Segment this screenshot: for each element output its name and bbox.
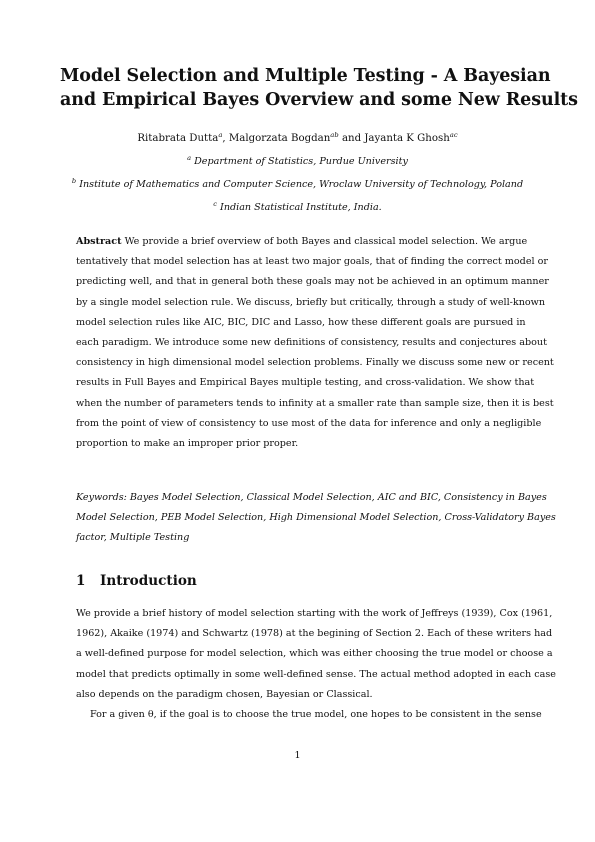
affiliation-mark: c [213, 200, 217, 208]
abstract-heading: Abstract [76, 236, 122, 247]
body-line: We provide a brief history of model selection starting with the work of Jeffreys (1939), Cox (1961, [76, 608, 553, 619]
abstract-line: model selection rules like AIC, BIC, DIC and Lasso, how these different goals are pursued in [76, 316, 526, 328]
affiliation [40, 201, 555, 214]
paper-title [60, 64, 578, 112]
affiliation [40, 178, 555, 191]
author-name: Ritabrata Dutta [137, 133, 219, 144]
keywords [76, 488, 556, 549]
body-line: For a given θ, if the goal is to choose the true model, one hopes to be consistent in the sense [90, 709, 542, 721]
body-line: also depends on the paradigm chosen, Bayesian or Classical. [76, 688, 373, 700]
keywords-line: Keywords: Bayes Model Selection, Classical Model Selection, AIC and BIC, Consistency in Bayes [76, 492, 547, 503]
affiliation [40, 155, 555, 168]
title-line-2: and Empirical Bayes Overview and some New Results [60, 90, 578, 110]
author-affil-mark: ac [449, 131, 458, 139]
body-text [76, 604, 556, 725]
body-line: model that predicts optimally in some well-defined sense. The actual method adopted in each case [76, 668, 556, 680]
affiliation-text: Institute of Mathematics and Computer Science, Wroclaw University of Technology, Poland [79, 179, 524, 190]
abstract-line [76, 232, 528, 252]
author-affil-mark: ab [330, 131, 339, 139]
abstract-line: each paradigm. We introduce some new definitions of consistency, results and conjectures about [76, 337, 547, 349]
author-name: Malgorzata Bogdan [228, 133, 331, 144]
abstract-line: tentatively that model selection has at least two major goals, that of finding the correct model or [76, 256, 548, 268]
author-name: Jayanta K Ghosh [364, 133, 450, 144]
section-number: 1 [76, 573, 86, 589]
title-line-1: Model Selection and Multiple Testing - A Bayesian [60, 66, 551, 86]
body-line: 1962), Akaike (1974) and Schwartz (1978) at the begining of Section 2. Each of these writers had [76, 628, 553, 640]
abstract-line: from the point of view of consistency to use most of the data for inference and only a negligible [76, 417, 542, 429]
author-list [60, 132, 535, 146]
abstract-line: by a single model selection rule. We discuss, briefly but critically, through a study of well-known [76, 296, 546, 308]
abstract-line: predicting well, and that in general both these goals may not be achieved in an optimum manner [76, 276, 549, 288]
affiliation-mark: a [187, 154, 192, 162]
body-line: a well-defined purpose for model selection, which was either choosing the true model or choose a [76, 648, 553, 660]
author-separator: and [338, 133, 365, 144]
keywords-line: factor, Multiple Testing [76, 532, 190, 544]
abstract-line: proportion to make an improper prior proper. [76, 438, 299, 450]
author-affil-mark: a [218, 131, 223, 139]
abstract-line-text: We provide a brief overview of both Bayes and classical model selection. We argue [121, 236, 528, 247]
keywords-line: Model Selection, PEB Model Selection, High Dimensional Model Selection, Cross-Validatory Bayes [76, 512, 556, 524]
section-title: Introduction [100, 573, 197, 589]
abstract-line: when the number of parameters tends to infinity at a smaller rate than sample size, then it is best [76, 397, 554, 409]
author-separator: , [222, 133, 229, 144]
page-number: 1 [294, 750, 301, 761]
affiliation-text: Indian Statistical Institute, India. [220, 202, 382, 213]
affiliation-text: Department of Statistics, Purdue University [194, 156, 408, 167]
section-heading [76, 572, 197, 590]
abstract [76, 232, 554, 454]
abstract-line: consistency in high dimensional model selection problems. Finally we discuss some new or recent [76, 357, 554, 369]
abstract-line: results in Full Bayes and Empirical Bayes multiple testing, and cross-validation. We show that [76, 377, 535, 389]
affiliation-mark: b [71, 177, 77, 185]
